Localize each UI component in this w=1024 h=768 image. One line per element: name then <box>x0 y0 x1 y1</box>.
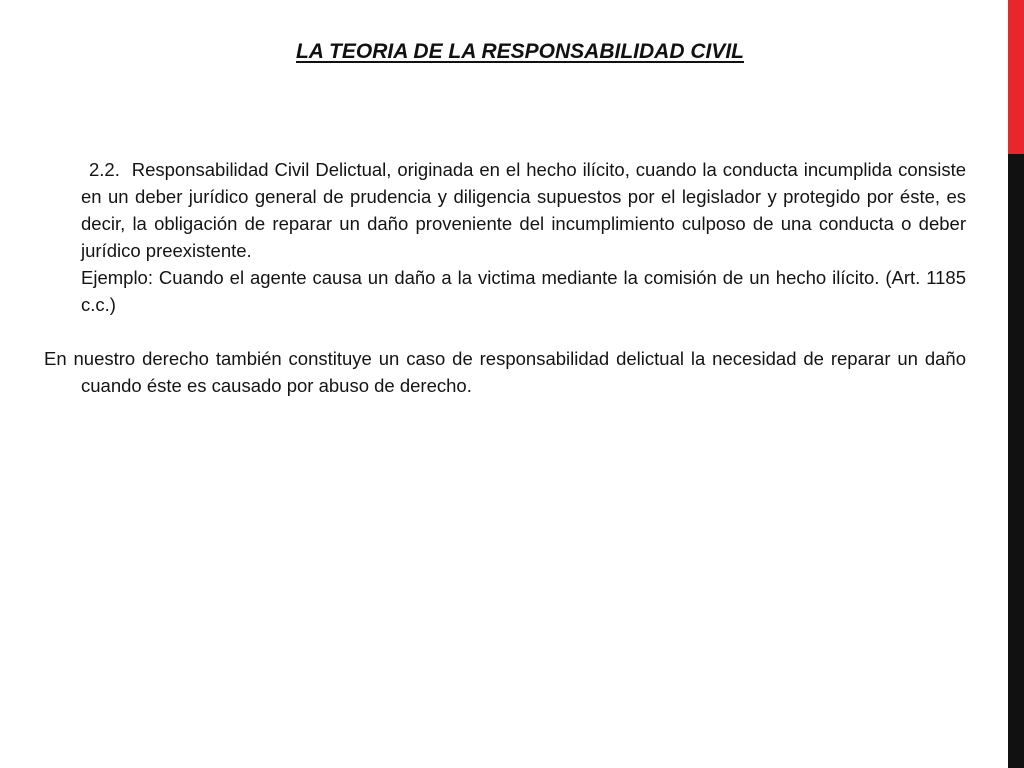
slide-title: LA TEORIA DE LA RESPONSABILIDAD CIVIL <box>295 40 744 63</box>
side-accent-bar-red <box>1008 0 1024 154</box>
slide-body <box>44 156 966 399</box>
example-paragraph: Ejemplo: Cuando el agente causa un daño a la victima mediante la comisión de un hecho ilícito. (Art. 1185 c.c.) <box>81 267 966 315</box>
side-accent-bar-black <box>1008 154 1024 768</box>
section-paragraph <box>44 156 966 264</box>
section-text: Responsabilidad Civil Delictual, originada en el hecho ilícito, cuando la conducta incumplida consiste en un deber jurídico general de prudencia y diligencia supuestos por el legislador y protegido por éste, es decir, la obligación de reparar un daño proveniente del incumplimiento culposo de una conducta o deber jurídico preexistente. <box>81 159 967 261</box>
paragraph-spacer <box>44 318 966 345</box>
section-number: 2.2. <box>89 159 120 180</box>
closing-paragraph: En nuestro derecho también constituye un caso de responsabilidad delictual la necesidad de reparar un daño cuando éste es causado por abuso de derecho. <box>44 348 966 396</box>
